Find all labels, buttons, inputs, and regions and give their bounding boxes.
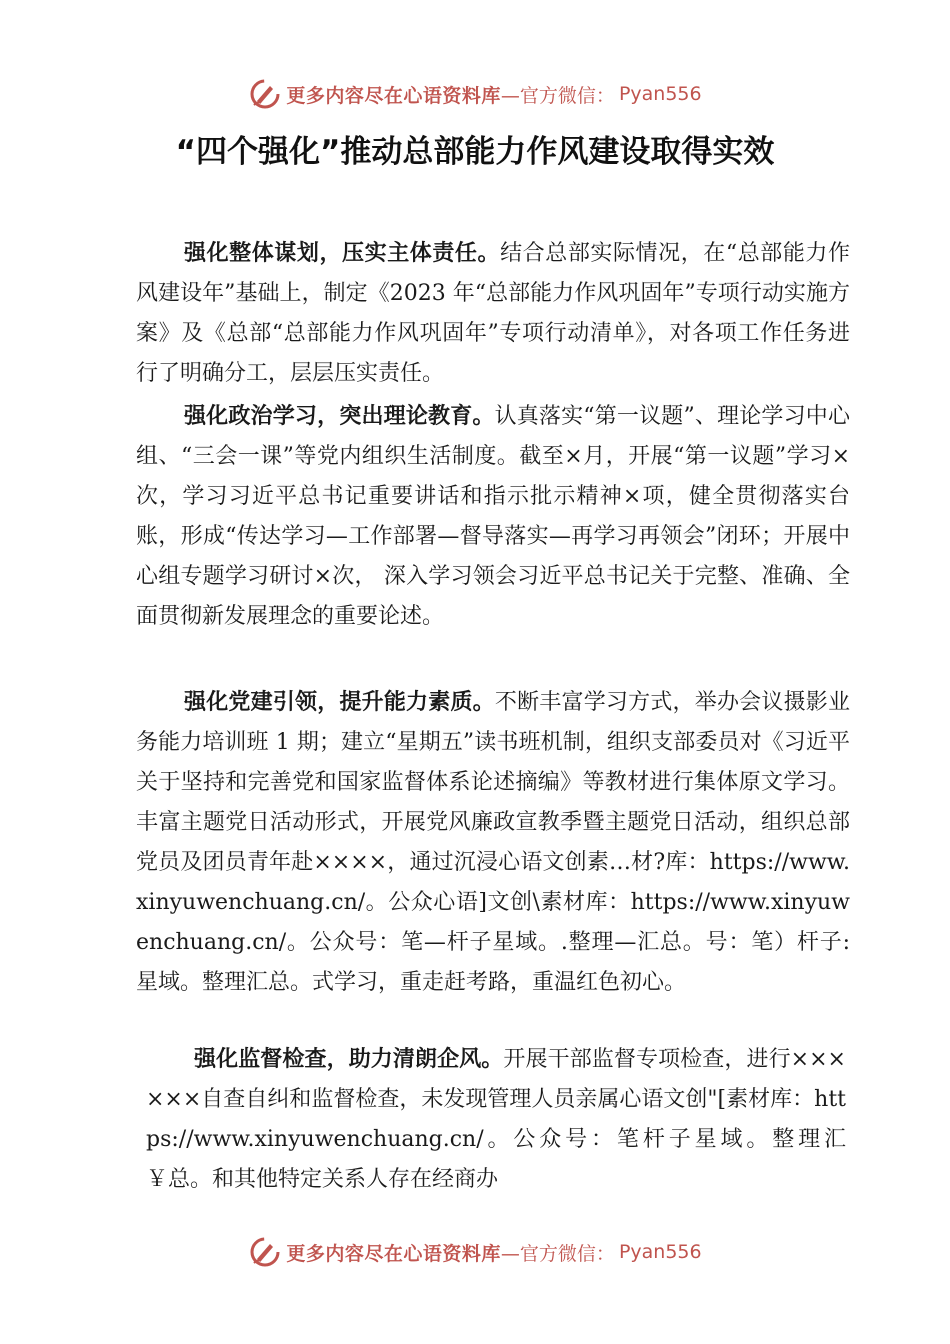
paragraph-2-body: 认真落实“第一议题”、理论学习中心组、“三会一课”等党内组织生活制度。截至×月，开展“第一议题”学习×次，学习习近平总书记重要讲话和指示批示精神×项，健全贯彻落实台账，形成“传达学习—工作部署—督导落实—再学习再领会”闭环；开展中心组专题学习研讨×次， 深入学习领会习近平总书记关于完整、准确、全面贯彻新发展理念的重要论述。 [136,404,850,629]
paragraph-4-lead: 强化监督检查，助力清朗企风。 [194,1047,504,1072]
paragraph-4-body: 开展干部监督专项检查，进行××××××自查自纠和监督检查，未发现管理人员亲属心语文创"[素材库：https://www.xinyuwenchuang.cn/。公众号：笔杆子星域。整理汇￥总。和其他特定关系人存在经商办 [146,1047,846,1192]
banner-wechat-label: —官方微信： [500,1242,615,1265]
paragraph-1-body: 结合总部实际情况，在“总部能力作风建设年”基础上，制定《2023 年“总部能力作风巩固年”专项行动实施方案》及《总部“总部能力作风巩固年”专项行动清单》，对各项工作任务进行了明确分工，层层压实责任。 [136,241,850,386]
header-watermark-banner [0,74,950,114]
paragraph-1 [136,234,850,394]
banner-wechat-id: Pyan556 [618,1241,702,1263]
footer-watermark-banner [0,1232,950,1272]
document-title: “四个强化”推动总部能力作风建设取得实效 [175,134,775,170]
banner-wechat-label: —官方微信： [500,84,615,107]
paragraph-3 [136,683,850,1003]
paragraph-3-lead: 强化党建引领，提升能力素质。 [184,690,495,715]
paragraph-1-lead: 强化整体谋划，压实主体责任。 [184,241,501,266]
paragraph-2-lead: 强化政治学习，突出理论教育。 [184,404,495,429]
banner-main-text: 更多内容尽在心语资料库 [286,1242,501,1265]
banner-main-text: 更多内容尽在心语资料库 [286,84,501,107]
brush-seal-logo-icon [248,1235,282,1269]
brush-seal-logo-icon [248,77,282,111]
paragraph-2 [136,397,850,637]
paragraph-4 [146,1040,846,1200]
banner-wechat-id: Pyan556 [618,83,702,105]
paragraph-3-body: 不断丰富学习方式，举办会议摄影业务能力培训班 1 期；建立“星期五”读书班机制，组织支部委员对《习近平关于坚持和完善党和国家监督体系论述摘编》等教材进行集体原文学习。丰富主题党日活动形式，开展党风廉政宣教季暨主题党日活动，组织总部党员及团员青年赴××××，通过沉浸心语文创素…材?库：https://www.xinyuwenchuang.cn/。公众心语]文创\素材库：https://www.xinyuwenchuang.cn/。公众号：笔—杆子星域。.整理—汇总。号：笔）杆子:星域。整理汇总。式学习，重走赶考路，重温红色初心。 [136,690,850,995]
